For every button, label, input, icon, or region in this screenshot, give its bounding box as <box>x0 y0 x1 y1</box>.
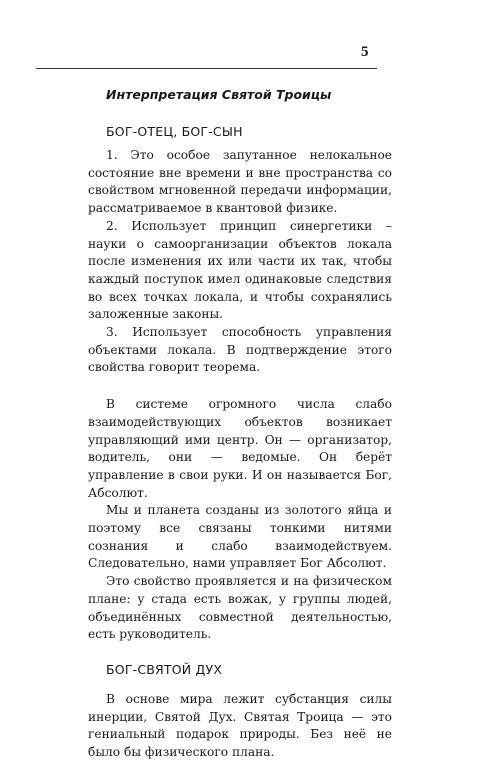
section-title-father-son: БОГ-ОТЕЦ, БОГ-СЫН <box>106 124 243 139</box>
paragraph: Мы и планета созданы из золотого яйца и поэтому все связаны тонкими нитями сознания и слабо взаимодействуем. Следовательно, нами управляет Бог Абсолют. <box>88 503 392 571</box>
paragraph: 3. Использует способность управления объектами локала. В подтверждение этого свойства говорит теорема. <box>88 325 392 375</box>
paragraph: 1. Это особое запутанное нелокальное состояние вне времени и вне пространства со свойством мгновенной передачи информации, рассматриваемое в квантовой физике. <box>88 148 392 216</box>
paragraph: Это свойство проявляется и на физическом плане: у стада есть вожак, у группы людей, объединённых совместной деятельностью, есть руководитель. <box>88 574 392 642</box>
header-rule <box>36 68 377 69</box>
paragraph: В системе огромного числа слабо взаимодействующих объектов возникает управляющий ими центр. Он — организатор, водитель, они — ведомые. Он берёт управление в свои руки. И он называется Бог, Абсолют. <box>88 397 392 500</box>
page-number: 5 <box>361 44 369 60</box>
paragraph: 2. Использует принцип синергетики – науки о самоорганизации объектов локала после изменения их или части их так, чтобы каждый поступок имел одинаковые следствия во всех точках локала, и чтобы сохранялись заложенные законы. <box>88 218 392 322</box>
section-title-holy-spirit: БОГ-СВЯТОЙ ДУХ <box>106 661 223 677</box>
chapter-heading: Интерпретация Святой Троицы <box>106 87 332 102</box>
paragraph: В основе мира лежит субстанция силы инерции, Святой Дух. Святая Троица — это гениальный подарок природы. Без неё не было бы физического плана. <box>88 691 392 760</box>
page-body <box>88 85 392 762</box>
